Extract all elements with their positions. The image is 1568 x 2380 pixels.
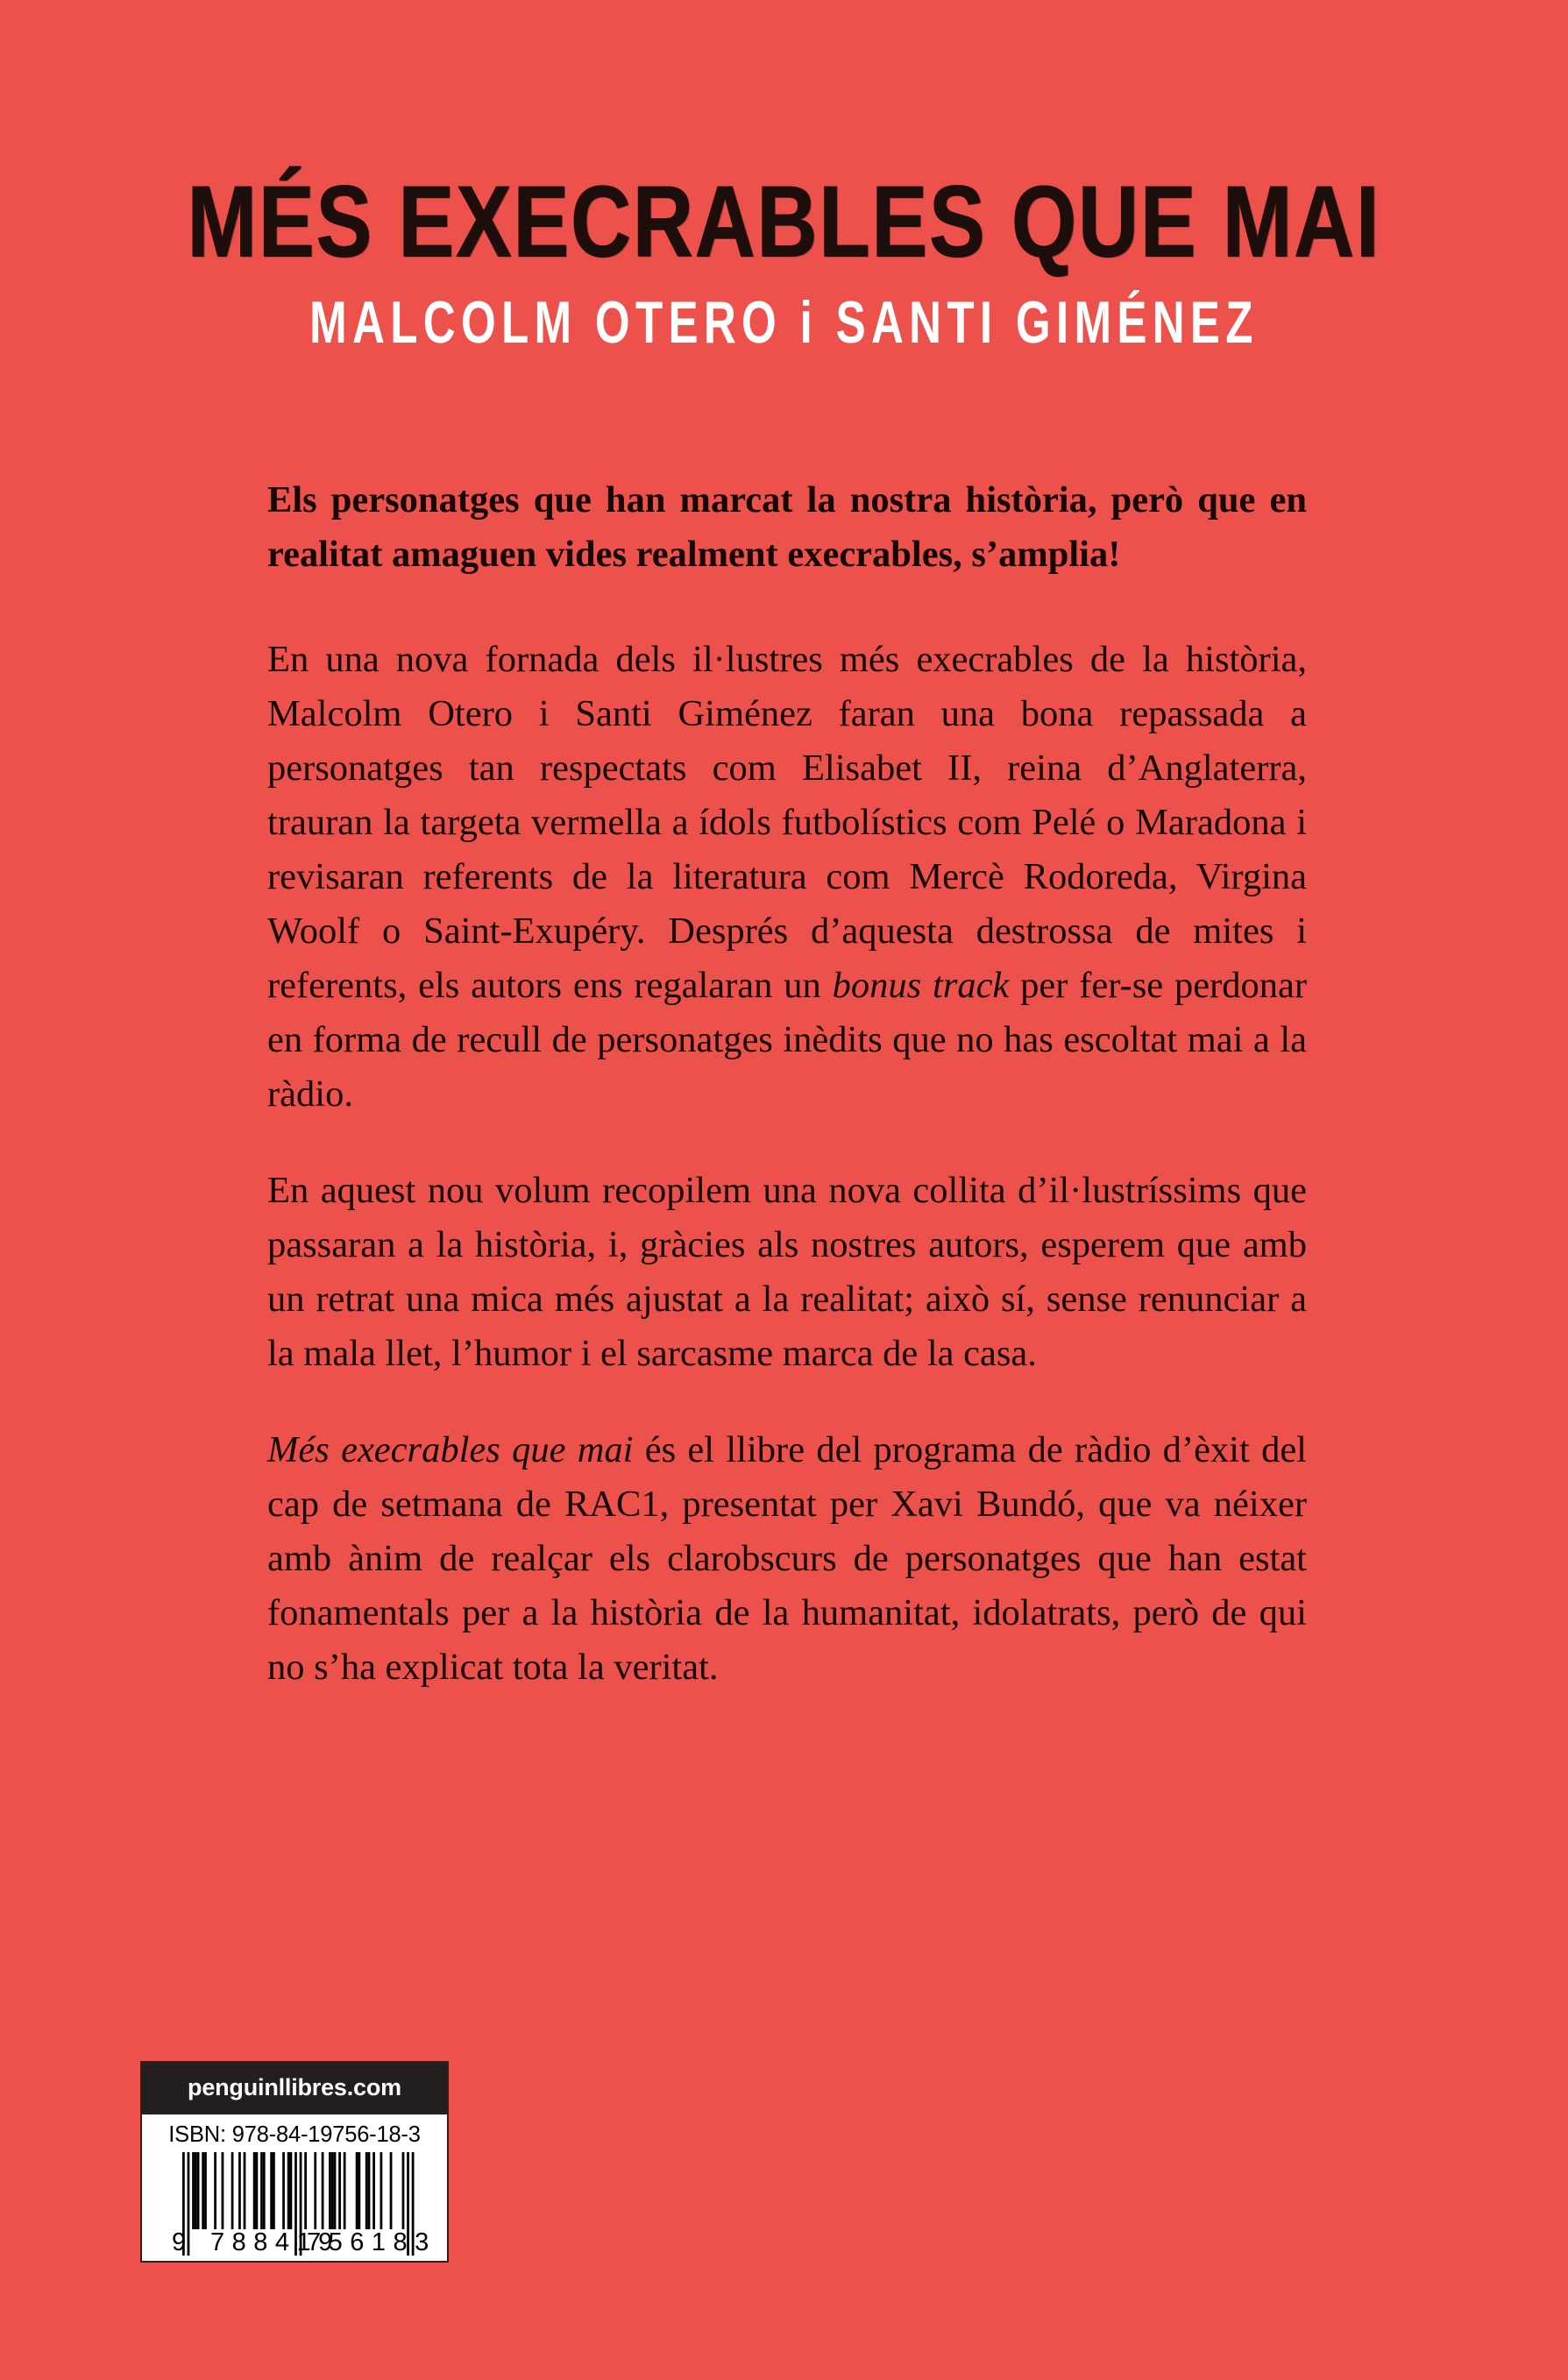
blurb-lead-paragraph: Els personatges que han marcat la nostra història, però que en realitat amaguen vides realment execrables, s’amplia! xyxy=(267,479,1307,575)
blurb-run: En una nova fornada dels il·lustres més execrables de la història, Malcolm Otero i Santi Giménez faran una bona repassada a personatges tan respectats com Elisabet II, reina d’Anglaterra, trauran la targeta vermella a ídols futbolístics com Pelé o Maradona i revisaran referents de la literatura com Mercè Rodoreda, Virgina Woolf o Saint-Exupéry. Després d’aquesta destrossa de mites i referents, els autors ens regalaran un xyxy=(267,639,1307,1006)
title-block xyxy=(0,165,1568,357)
blurb-run: és el llibre del programa de ràdio d’èxit del cap de setmana de RAC1, presentat per Xavi Bundó, que va néixer amb ànim de realçar els clarobscurs de personatges que han estat fonamentals per a la història de la humanitat, idolatrats, però de qui no s’ha explicat tota la veritat. xyxy=(267,1429,1307,1688)
blurb-run: En aquest nou volum recopilem una nova collita d’il·lustríssims que passaran a la història, i, gràcies als nostres autors, esperem que amb un retrat una mica més ajustat a la realitat; això sí, sense renunciar a la mala llet, l’humor i el sarcasme marca de la casa. xyxy=(267,1170,1307,1374)
blurb-run-italic: Més execrables que mai xyxy=(267,1429,634,1470)
blurb-run-italic: bonus track xyxy=(832,965,1010,1006)
blurb-paragraph-4 xyxy=(267,1423,1307,1695)
publisher-url-bar xyxy=(142,2063,447,2114)
blurb-text-block xyxy=(267,473,1307,1695)
blurb-paragraph-3 xyxy=(267,1164,1307,1381)
blurb-run: per fer-se perdonar en forma de recull de personatges inèdits que no has escoltat mai a la ràdio. xyxy=(267,965,1307,1115)
page-title: MÉS EXECRABLES QUE MAI xyxy=(187,165,1381,280)
isbn-barcode-block xyxy=(140,2061,449,2263)
barcode xyxy=(170,2152,436,2256)
isbn-area xyxy=(142,2114,447,2261)
publisher-url[interactable]: penguinllibres.com xyxy=(188,2074,401,2100)
barcode-digits-right: 756183 xyxy=(307,2228,436,2256)
barcode-digit-lead: 9 xyxy=(172,2228,187,2256)
barcode-digits xyxy=(170,2228,436,2256)
author-line: MALCOLM OTERO i SANTI GIMÉNEZ xyxy=(309,290,1259,357)
barcode-digits-left: 788419 xyxy=(210,2228,340,2256)
isbn-label: ISBN: 978-84-19756-18-3 xyxy=(168,2122,421,2147)
blurb-paragraph-2 xyxy=(267,633,1307,1122)
